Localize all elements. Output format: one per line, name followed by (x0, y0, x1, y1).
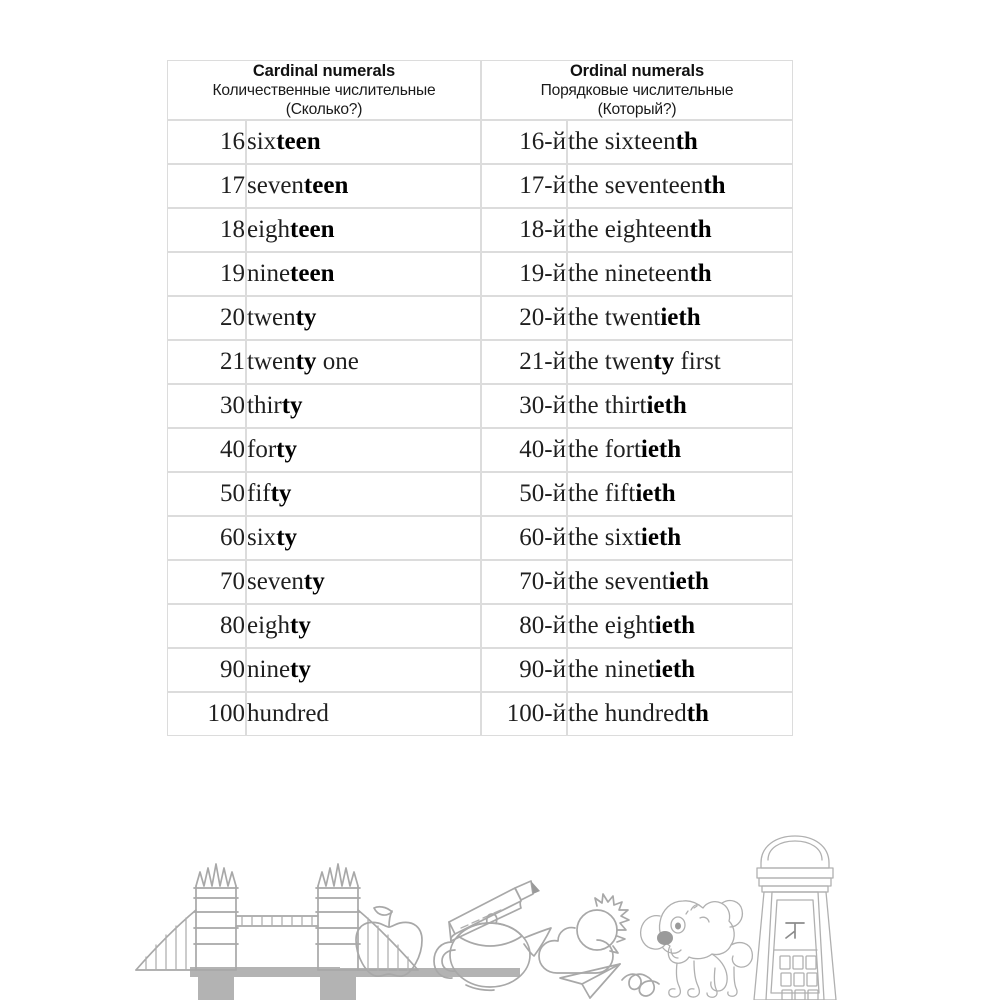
table-body (167, 120, 793, 736)
ordinal-word-cell (567, 164, 793, 208)
ordinal-number-cell: 50-й (481, 472, 567, 516)
ordinal-word-suffix: ieth (654, 656, 696, 684)
cardinal-word-cell (246, 120, 481, 164)
ordinal-number-cell: 60-й (481, 516, 567, 560)
cardinal-number-cell: 18 (167, 208, 246, 252)
cardinal-word-cell (246, 516, 481, 560)
ordinal-word-suffix: ieth (668, 568, 709, 596)
ordinal-number-cell: 20-й (481, 296, 567, 340)
cardinal-word-stem: hundred (247, 700, 329, 728)
ordinal-word-cell (567, 340, 793, 384)
cardinal-word-stem: thir (247, 392, 282, 420)
cardinal-word-stem: twen (247, 304, 296, 332)
ordinal-word-stem: the thirt (568, 392, 647, 420)
ordinal-word-cell (567, 296, 793, 340)
cardinal-word-cell (246, 384, 481, 428)
cardinal-word-suffix: ty (290, 612, 311, 640)
ordinal-word-cell (567, 692, 793, 736)
cardinal-word-suffix: ty (290, 656, 311, 684)
ordinal-number-cell: 21-й (481, 340, 567, 384)
cardinal-word-cell (246, 296, 481, 340)
cardinal-word-stem: nine (247, 656, 291, 684)
cardinal-word-suffix: ty (270, 480, 292, 508)
cardinal-word-cell (246, 648, 481, 692)
ordinal-word-cell (567, 208, 793, 252)
cardinal-header-en: Cardinal numerals (252, 62, 396, 80)
cardinal-word-cell (246, 428, 481, 472)
cardinal-number-cell: 100 (167, 692, 246, 736)
table-row (167, 120, 793, 164)
cardinal-word-stem: six (247, 524, 277, 552)
table-row (167, 384, 793, 428)
cardinal-word-tail: one (316, 348, 359, 376)
ordinal-word-stem: the fift (568, 480, 636, 508)
paper-plane-icon (560, 964, 659, 998)
table-row (167, 296, 793, 340)
cardinal-word-cell (246, 604, 481, 648)
ordinal-word-suffix: ieth (660, 304, 701, 332)
ordinal-header-ru: Порядковые числительные (540, 82, 734, 100)
ordinal-word-cell (567, 516, 793, 560)
ordinal-number-cell: 40-й (481, 428, 567, 472)
ordinal-word-cell (567, 648, 793, 692)
table-row (167, 164, 793, 208)
ordinal-word-suffix: th (703, 172, 726, 200)
numerals-table (167, 60, 793, 736)
ordinal-word-cell (567, 604, 793, 648)
ordinal-word-stem: the twen (568, 348, 654, 376)
ordinal-word-suffix: ieth (635, 480, 676, 508)
ordinal-word-stem: the hundred (568, 700, 687, 728)
cardinal-number-cell: 70 (167, 560, 246, 604)
ordinal-word-suffix: ieth (646, 392, 687, 420)
cardinal-number-cell: 60 (167, 516, 246, 560)
table-row (167, 648, 793, 692)
cardinal-word-stem: seven (247, 172, 304, 200)
cardinal-word-stem: eigh (247, 216, 291, 244)
table-row (167, 208, 793, 252)
cardinal-word-suffix: teen (290, 216, 335, 244)
ordinal-header-ru-question: (Который?) (597, 101, 677, 119)
cardinal-number-cell: 20 (167, 296, 246, 340)
ordinal-word-cell (567, 384, 793, 428)
cardinal-header-ru: Количественные числительные (212, 82, 436, 100)
cardinal-word-suffix: ty (303, 568, 325, 596)
cardinal-word-cell (246, 208, 481, 252)
ordinal-number-cell: 80-й (481, 604, 567, 648)
ordinal-word-suffix: th (686, 700, 709, 728)
ordinal-word-suffix: ieth (640, 524, 682, 552)
cardinal-number-cell: 16 (167, 120, 246, 164)
ordinal-word-cell (567, 120, 793, 164)
table-row (167, 340, 793, 384)
telephone-box-icon (754, 836, 836, 1000)
table-row (167, 252, 793, 296)
cardinal-number-cell: 50 (167, 472, 246, 516)
ordinal-word-stem: the eighteen (568, 216, 690, 244)
ordinal-word-stem: the ninet (568, 656, 655, 684)
ordinal-header-cell (481, 60, 793, 120)
cardinal-word-suffix: ty (295, 348, 317, 376)
ordinal-word-stem: the eight (568, 612, 655, 640)
table-row (167, 692, 793, 736)
cardinal-word-suffix: teen (276, 128, 321, 156)
ordinal-word-stem: the twent (568, 304, 661, 332)
cardinal-number-cell: 21 (167, 340, 246, 384)
cardinal-word-cell (246, 472, 481, 516)
cardinal-number-cell: 90 (167, 648, 246, 692)
cardinal-word-stem: fif (247, 480, 271, 508)
cardinal-word-stem: nine (247, 260, 291, 288)
cardinal-word-cell (246, 692, 481, 736)
illustration-canvas (0, 828, 1000, 1000)
ordinal-word-stem: the sixt (568, 524, 641, 552)
ordinal-word-stem: the fort (568, 436, 641, 464)
ordinal-word-suffix: th (689, 260, 712, 288)
cardinal-word-stem: six (247, 128, 277, 156)
ordinal-word-tail: first (674, 348, 721, 376)
table-row (167, 428, 793, 472)
ordinal-word-stem: the seventeen (568, 172, 704, 200)
cardinal-number-cell: 19 (167, 252, 246, 296)
cardinal-header-cell (167, 60, 481, 120)
ordinal-word-cell (567, 472, 793, 516)
ordinal-number-cell: 30-й (481, 384, 567, 428)
ordinal-word-suffix: ieth (654, 612, 696, 640)
cardinal-number-cell: 40 (167, 428, 246, 472)
ordinal-word-suffix: ty (653, 348, 675, 376)
cardinal-word-cell (246, 340, 481, 384)
illustration-strip (0, 828, 1000, 1000)
ordinal-word-suffix: th (689, 216, 712, 244)
cardinal-word-suffix: ty (295, 304, 317, 332)
cardinal-word-cell (246, 560, 481, 604)
ordinal-number-cell: 17-й (481, 164, 567, 208)
ordinal-word-cell (567, 560, 793, 604)
cardinal-header-ru-question: (Сколько?) (285, 101, 363, 119)
ordinal-header-en: Ordinal numerals (569, 62, 705, 80)
table-row (167, 604, 793, 648)
ordinal-number-cell: 70-й (481, 560, 567, 604)
cardinal-word-cell (246, 164, 481, 208)
cardinal-number-cell: 30 (167, 384, 246, 428)
ordinal-number-cell: 90-й (481, 648, 567, 692)
table-header (167, 60, 793, 120)
ordinal-word-suffix: th (675, 128, 698, 156)
cardinal-number-cell: 17 (167, 164, 246, 208)
ordinal-word-cell (567, 252, 793, 296)
cardinal-word-stem: eigh (247, 612, 291, 640)
ordinal-word-cell (567, 428, 793, 472)
header-row (167, 60, 793, 120)
ordinal-number-cell: 19-й (481, 252, 567, 296)
cardinal-word-cell (246, 252, 481, 296)
ordinal-word-stem: the sevent (568, 568, 669, 596)
ordinal-number-cell: 100-й (481, 692, 567, 736)
cardinal-word-stem: for (247, 436, 277, 464)
cardinal-word-suffix: ty (276, 436, 297, 464)
cardinal-word-stem: twen (247, 348, 296, 376)
table-row (167, 516, 793, 560)
ordinal-number-cell: 18-й (481, 208, 567, 252)
cardinal-word-suffix: ty (276, 524, 298, 552)
table-row (167, 560, 793, 604)
ordinal-number-cell: 16-й (481, 120, 567, 164)
cardinal-word-suffix: teen (303, 172, 349, 200)
table-row (167, 472, 793, 516)
sun-cloud-icon (539, 894, 629, 973)
cardinal-word-suffix: teen (290, 260, 335, 288)
cardinal-number-cell: 80 (167, 604, 246, 648)
ordinal-word-stem: the sixteen (568, 128, 676, 156)
ordinal-word-suffix: ieth (640, 436, 682, 464)
cardinal-word-suffix: ty (281, 392, 303, 420)
cardinal-word-stem: seven (247, 568, 304, 596)
ordinal-word-stem: the nineteen (568, 260, 690, 288)
